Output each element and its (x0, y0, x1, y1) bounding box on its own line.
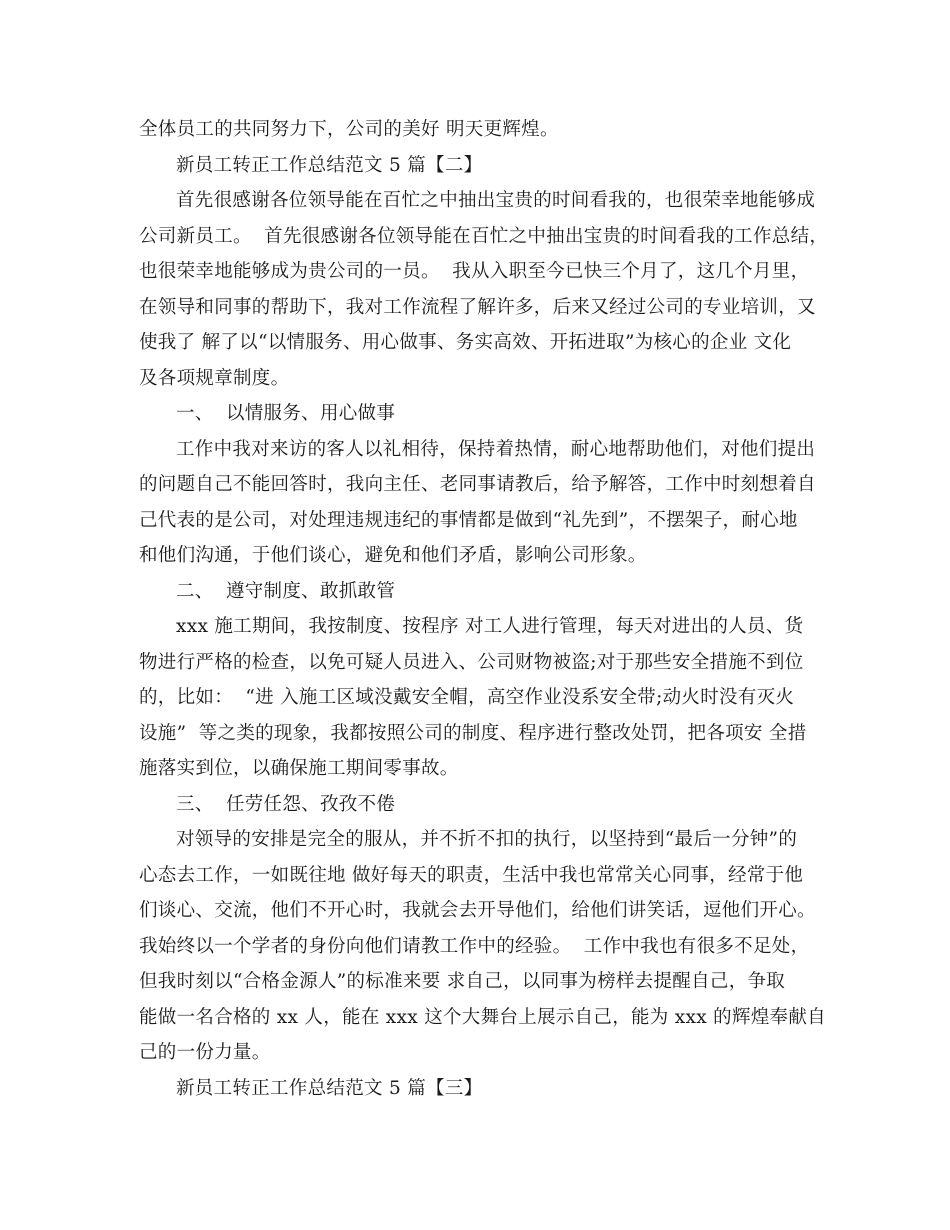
text-line: 的问题自己不能回答时，我向主任、老同事请教后，给予解答，工作中时刻想着自 (139, 474, 816, 495)
text-line: 公司新员工。 首先很感谢各位领导能在百忙之中抽出宝贵的时间看我的工作总结， (139, 225, 829, 247)
text-line: 使我了 解了以“以情服务、用心做事、务实高效、开拓进取”为核心的企业 文化 (139, 332, 792, 353)
text-line: 工作中我对来访的客人以礼相待，保持着热情，耐心地帮助他们，对他们提出 (176, 438, 816, 460)
text-line: 全体员工的共同努力下，公司的美好 明天更辉煌。 (139, 119, 559, 140)
text-line: 己代表的是公司，对处理违规违纪的事情都是做到“礼先到”，不摆架子，耐心地 (139, 509, 798, 531)
text-line: 能做一名合格的 xx 人，能在 xxx 这个大舞台上展示自己，能为 xxx 的辉煌奉献自 (139, 1006, 826, 1028)
subsection-heading: 三、 任劳任怨、孜孜不倦 (176, 793, 396, 815)
text-line: 设施” 等之类的现象，我都按照公司的制度、程序进行整改处罚，把各项安 全措 (139, 722, 807, 744)
text-line: 在领导和同事的帮助下，我对工作流程了解许多，后来又经过公司的专业培训，又 (139, 296, 816, 318)
subsection-heading: 一、 以情服务、用心做事 (176, 403, 396, 424)
text-line: 及各项规章制度。 (139, 367, 290, 389)
text-line: 我始终以一个学者的身份向他们请教工作中的经验。 工作中我也有很多不足处， (139, 935, 810, 957)
text-line: 和他们沟通，于他们谈心，避免和他们矛盾，影响公司形象。 (139, 545, 647, 566)
text-line: 也很荣幸地能够成为贵公司的一员。 我从入职至今已快三个月了，这几个月里， (139, 261, 810, 282)
text-line: 首先很感谢各位领导能在百忙之中抽出宝贵的时间看我的，也很荣幸地能够成 (176, 190, 816, 211)
text-line: 心态去工作，一如既往地 做好每天的职责，生活中我也常常关心同事，经常于他 (139, 864, 804, 886)
text-line: 的，比如： “进 入施工区域没戴安全帽，高空作业没系安全带;动火时没有灭火 (139, 687, 795, 708)
text-line: 但我时刻以“合格金源人”的标准来要 求自己，以同事为榜样去提醒自己，争取 (139, 971, 786, 992)
text-line: 物进行严格的检查，以免可疑人员进入、公司财物被盗;对于那些安全措施不到位 (139, 651, 804, 673)
section-heading: 新员工转正工作总结范文 5 篇【二】 (176, 154, 483, 176)
text-line: 己的一份力量。 (139, 1042, 271, 1063)
subsection-heading: 二、 遵守制度、敢抓敢管 (176, 580, 396, 602)
text-line: 施落实到位，以确保施工期间零事故。 (139, 758, 459, 779)
section-heading: 新员工转正工作总结范文 5 篇【三】 (176, 1077, 483, 1099)
text-line: 对领导的安排是完全的服从，并不折不扣的执行，以坚持到“最后一分钟”的 (176, 829, 798, 850)
text-line: 们谈心、交流，他们不开心时，我就会去开导他们，给他们讲笑话，逗他们开心。 (139, 900, 816, 921)
document-body (139, 112, 829, 1106)
text-line: xxx 施工期间，我按制度、按程序 对工人进行管理，每天对进出的人员、货 (176, 616, 804, 637)
